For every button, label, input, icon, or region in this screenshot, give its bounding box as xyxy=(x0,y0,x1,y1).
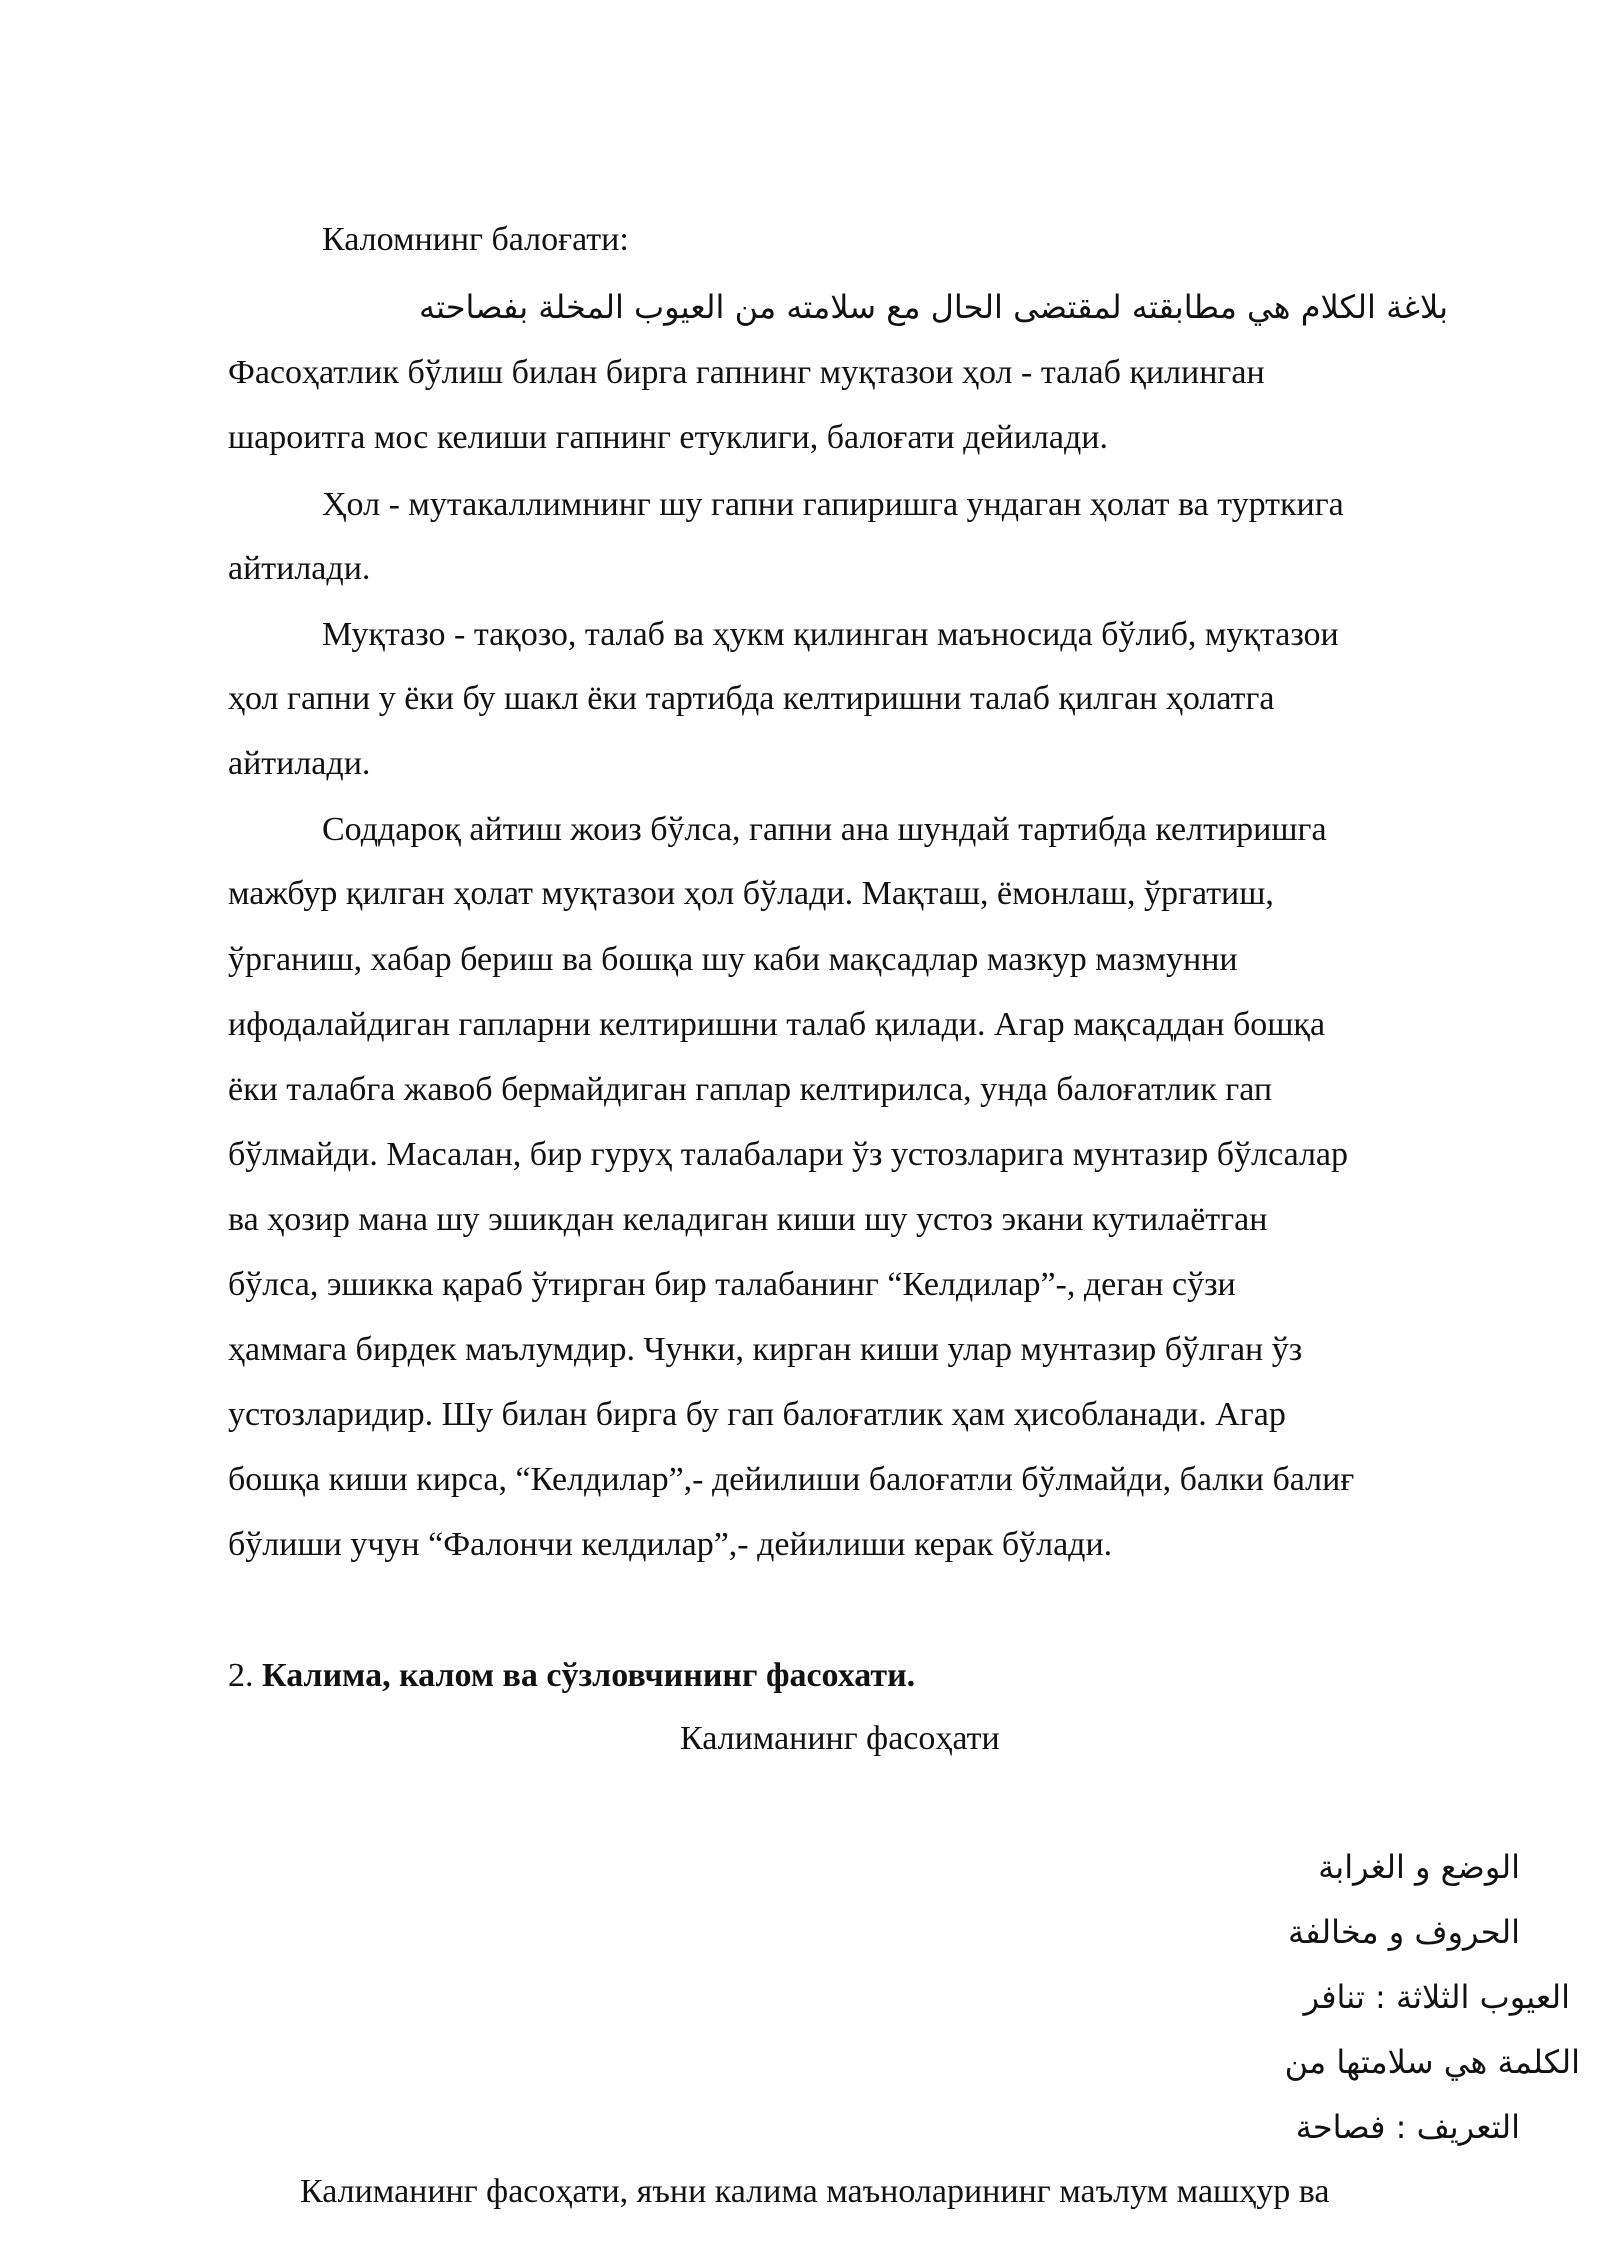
paragraph-line: ёки талабга жавоб бермайдиган гаплар келтирилса, унда балоғатлик гап xyxy=(228,1071,1273,1108)
arabic-list-line: الكلمة هي سلامتها من xyxy=(1284,2043,1580,2081)
paragraph-line: Ҳол - мутакаллимнинг шу гапни гапиришга ундаган ҳолат ва турткига xyxy=(322,486,1344,523)
section-2-subtitle: Калиманинг фасоҳати xyxy=(680,1720,1000,1757)
paragraph-line: ҳаммага бирдек маълумдир. Чунки, кирган киши улар мунтазир бўлган ўз xyxy=(228,1331,1303,1368)
paragraph-line: мажбур қилган ҳолат муқтазои ҳол бўлади. Мақташ, ёмонлаш, ўргатиш, xyxy=(228,875,1274,912)
arabic-list-line: الحروف و مخالفة xyxy=(1287,1913,1520,1951)
paragraph-line: айтилади. xyxy=(228,745,371,782)
paragraph-line: ифодалайдиган гапларни келтиришни талаб қилади. Агар мақсаддан бошқа xyxy=(228,1006,1326,1043)
arabic-definition: بلاغة الكلام هي مطابقته لمقتضى الحال مع سلامته من العيوب المخلة بفصاحته xyxy=(418,288,1448,326)
paragraph-line: бошқа киши кирса, “Келдилар”,- дейилиши балоғатли бўлмайди, балки балиғ xyxy=(228,1461,1355,1498)
arabic-list-line: العيوب الثلاثة : تنافر xyxy=(1303,1978,1570,2016)
paragraph-line: ҳол гапни у ёки бу шакл ёки тартибда келтиришни талаб қилган ҳолатга xyxy=(228,680,1275,717)
paragraph-line: Муқтазо - тақозо, талаб ва ҳукм қилинган маъносида бўлиб, муқтазои xyxy=(322,616,1339,653)
paragraph-line: Калиманинг фасоҳати, яъни калима маъноларининг маълум машҳур ва xyxy=(300,2173,1330,2210)
paragraph-line: шароитга мос келиши гапнинг етуклиги, балоғати дейилади. xyxy=(228,419,1108,456)
section-2-title: Калима, калом ва сўзловчининг фасохати. xyxy=(262,1657,916,1694)
paragraph-line: айтилади. xyxy=(228,550,371,587)
arabic-list-line: التعريف : فصاحة xyxy=(1295,2108,1520,2146)
section-2-heading xyxy=(228,1656,915,1696)
arabic-list-line: الوضع و الغرابة xyxy=(1318,1848,1520,1886)
paragraph-line: устозларидир. Шу билан бирга бу гап балоғатлик ҳам ҳисобланади. Агар xyxy=(228,1396,1286,1433)
paragraph-line: бўлмайди. Масалан, бир гуруҳ талабалари ўз устозларига мунтазир бўлсалар xyxy=(228,1136,1349,1173)
section-heading: Каломнинг балоғати: xyxy=(322,221,629,258)
paragraph-line: Фасоҳатлик бўлиш билан бирга гапнинг муқтазои ҳол - талаб қилинган xyxy=(228,354,1265,391)
paragraph-line: Соддароқ айтиш жоиз бўлса, гапни ана шундай тартибда келтиришга xyxy=(322,811,1327,848)
paragraph-line: ўрганиш, хабар бериш ва бошқа шу каби мақсадлар мазкур мазмунни xyxy=(228,941,1238,978)
paragraph-line: бўлиши учун “Фалончи келдилар”,- дейилиши керак бўлади. xyxy=(228,1526,1113,1563)
paragraph-line: ва ҳозир мана шу эшикдан келадиган киши шу устоз экани кутилаётган xyxy=(228,1201,1268,1238)
paragraph-line: бўлса, эшикка қараб ўтирган бир талабанинг “Келдилар”-, деган сўзи xyxy=(228,1266,1236,1303)
section-2-number: 2. xyxy=(228,1657,254,1694)
